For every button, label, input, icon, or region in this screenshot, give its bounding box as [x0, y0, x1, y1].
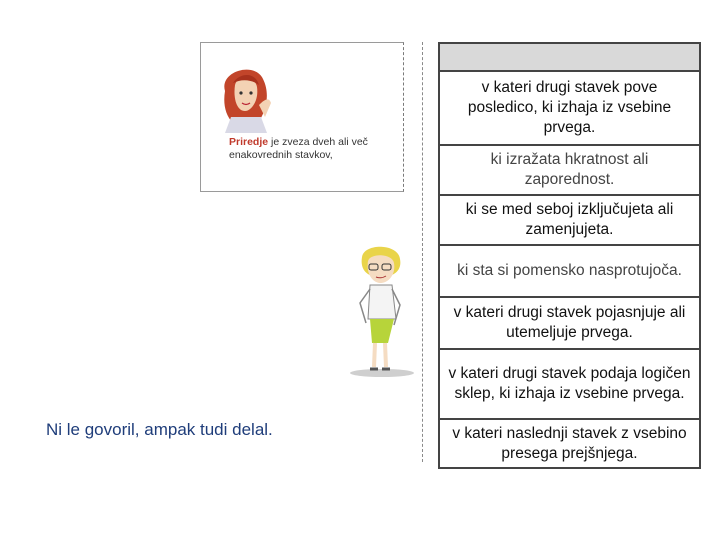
option-row[interactable]: ki sta si pomensko nasprotujoča. — [440, 246, 699, 298]
dashed-divider — [422, 42, 423, 462]
option-row[interactable]: v kateri naslednji stavek z vsebino presega prejšnjega. — [452, 424, 687, 462]
definition-card — [200, 42, 404, 192]
option-row[interactable]: ki izražata hkratnost ali zaporednost. — [440, 146, 699, 196]
option-row[interactable]: v kateri drugi stavek pove posledico, ki izhaja iz vsebine prvega. — [440, 72, 699, 146]
option-row[interactable]: ki se med seboj izključujeta ali zamenjujeta. — [440, 196, 699, 246]
definition-line-1: je zveza dveh ali več — [268, 136, 368, 148]
option-row[interactable]: v kateri drugi stavek pojasnjuje ali utemeljuje prvega. — [440, 298, 699, 350]
definition-text — [229, 136, 403, 162]
example-sentence: Ni le govoril, ampak tudi delal. — [46, 420, 273, 439]
blonde-girl-illustration — [338, 243, 418, 378]
definition-line-2: enakovrednih stavkov, — [229, 149, 333, 161]
table-header — [440, 44, 699, 72]
definition-term: Priredje — [229, 136, 269, 148]
red-haired-girl-illustration — [215, 61, 277, 133]
option-row[interactable]: v kateri drugi stavek podaja logičen sklep, ki izhaja iz vsebine prvega. — [440, 350, 699, 420]
options-table — [438, 42, 701, 469]
